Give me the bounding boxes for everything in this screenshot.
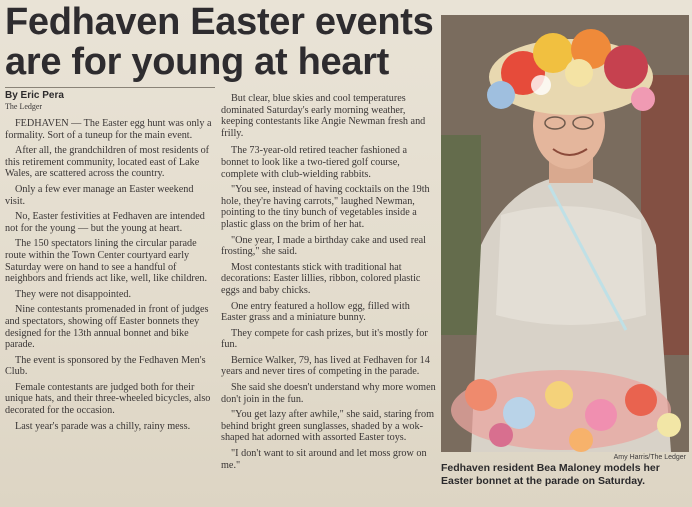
headline-line-1: Fedhaven Easter events: [5, 1, 434, 43]
photo-credit: Amy Harris/The Ledger: [613, 454, 686, 461]
outlet-name: The Ledger: [5, 102, 43, 111]
article-column-middle: [221, 93, 436, 475]
byline: By Eric Pera: [5, 90, 64, 101]
paragraph: "I don't want to sit around and let moss grow on me.": [221, 448, 427, 471]
paragraph: They were not disappointed.: [15, 288, 131, 300]
photo-caption: Fedhaven resident Bea Maloney models her Easter bonnet at the parade on Saturday.: [441, 462, 660, 487]
photo-woman-in-easter-bonnet: [441, 15, 689, 452]
paragraph: "One year, I made a birthday cake and used real frosting," she said.: [221, 234, 426, 258]
paragraph: Most contestants stick with traditional hat decorations: Easter lillies, ribbon, colored plastic eggs and baby chicks.: [221, 261, 421, 296]
paragraph: The 73-year-old retired teacher fashioned a bonnet to look like a two-tiered golf course, complete with club-wielding rabbits.: [221, 145, 408, 180]
paragraph: The event is sponsored by the Fedhaven Men's Club.: [5, 354, 206, 378]
article-column-left: [5, 118, 215, 436]
paragraph: She said she doesn't understand why more women don't join in the fun.: [221, 382, 436, 405]
paragraph: "You see, instead of having cocktails on the 19th hole, they're having carrots," laughed Newman, pointing to the tiny bunch of vegetables inside a plastic glass on the brim of her hat.: [221, 184, 430, 230]
paragraph: One entry featured a hollow egg, filled with Easter grass and a miniature bunny.: [221, 300, 410, 324]
paragraph: Bernice Walker, 79, has lived at Fedhaven for 14 years and never tires of competing in the parade.: [221, 354, 430, 378]
paragraph: Female contestants are judged both for their unique hats, and their three-wheeled bicycles, also decorated for the occasion.: [5, 381, 211, 417]
paragraph: But clear, blue skies and cool temperatures dominated Saturday's early morning weather, keeping contestants like Angie Newman fresh and frilly.: [221, 93, 426, 139]
byline-rule: [5, 87, 215, 88]
paragraph: After all, the grandchildren of most residents of this retirement community, located east of Lake Wales, are scattered across the country.: [5, 145, 210, 180]
paragraph: "You get lazy after awhile," she said, staring from behind bright green sunglasses, shaded by a wok-shaped hat adorned with assorted Easter toys.: [221, 409, 435, 444]
headline: [5, 2, 450, 82]
paragraph: They compete for cash prizes, but it's mostly for fun.: [221, 327, 428, 351]
paragraph: No, Easter festivities at Fedhaven are intended not for the young — but the young at heart.: [5, 211, 205, 234]
headline-line-2: are for young at heart: [5, 41, 390, 83]
paragraph: The 150 spectators lining the circular parade route within the Town Center courtyard early Saturday were on hand to see a handful of neighbors and friends act like, well, like children.: [5, 238, 207, 285]
photo-illustration: [441, 15, 689, 452]
paragraph: Only a few ever manage an Easter weekend visit.: [5, 183, 194, 207]
paragraph: Nine contestants promenaded in front of judges and spectators, showing off Easter bonnets they designed for the 13th annual bonnet and bike parade.: [5, 304, 209, 351]
paragraph: FEDHAVEN — The Easter egg hunt was only a formality. Sort of a tuneup for the main event.: [5, 118, 212, 141]
paragraph: Last year's parade was a chilly, rainy mess.: [15, 420, 191, 432]
